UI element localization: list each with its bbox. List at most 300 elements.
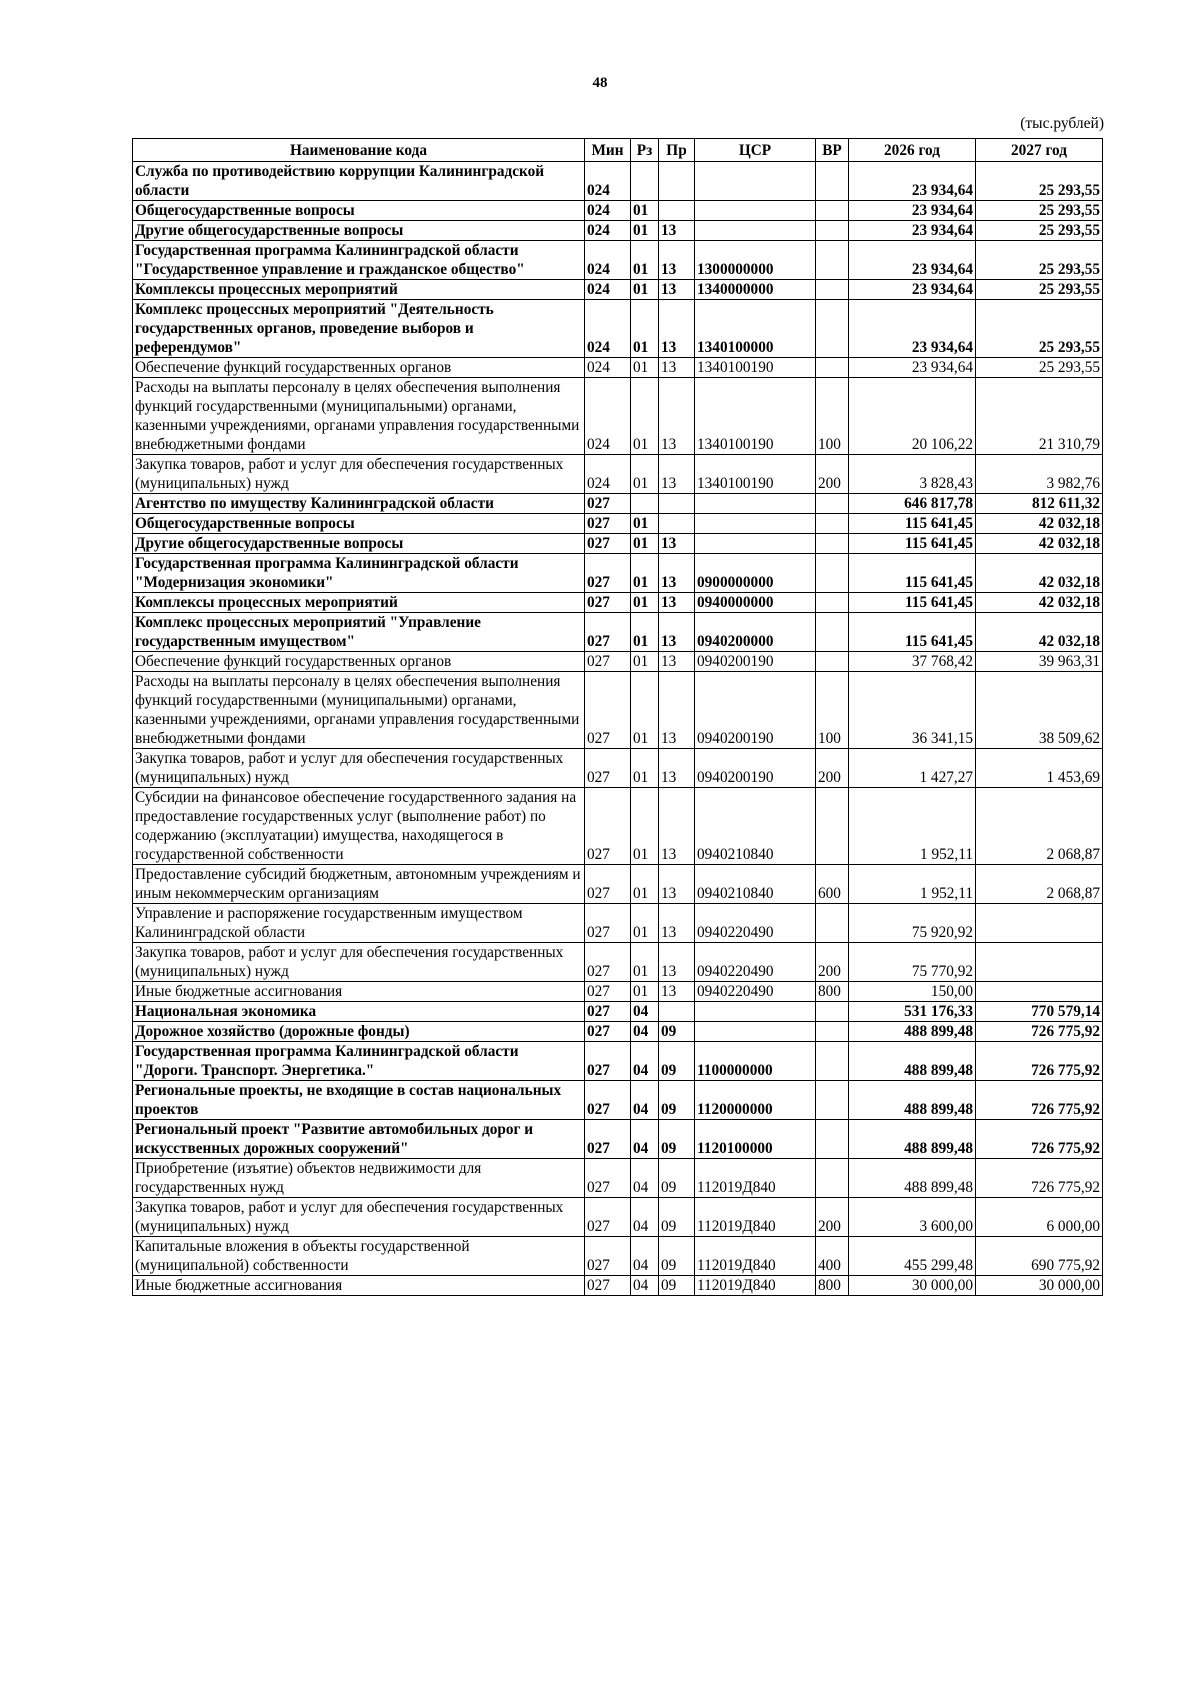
table-row [133, 162, 1103, 201]
cell-2026: 1 952,11 [849, 865, 976, 904]
cell-2026: 75 770,92 [849, 943, 976, 982]
cell-csr: 0940200190 [695, 749, 816, 788]
table-row [133, 788, 1103, 865]
cell-rz: 04 [631, 1081, 659, 1120]
cell-2027: 25 293,55 [976, 241, 1103, 280]
cell-rz: 01 [631, 943, 659, 982]
cell-name: Государственная программа Калининградской области "Дороги. Транспорт. Энергетика." [133, 1042, 585, 1081]
cell-vr: 400 [816, 1237, 849, 1276]
cell-name: Комплекс процессных мероприятий "Деятельность государственных органов, проведение выборов и референдумов" [133, 300, 585, 358]
table-row [133, 1120, 1103, 1159]
table-body [133, 162, 1103, 1296]
cell-rz: 01 [631, 652, 659, 672]
cell-2027: 25 293,55 [976, 300, 1103, 358]
table-row [133, 1081, 1103, 1120]
cell-min: 027 [585, 593, 631, 613]
cell-rz: 01 [631, 358, 659, 378]
table-row [133, 593, 1103, 613]
cell-vr [816, 1120, 849, 1159]
cell-rz: 01 [631, 788, 659, 865]
cell-min: 024 [585, 221, 631, 241]
table-row [133, 672, 1103, 749]
table-row [133, 455, 1103, 494]
cell-csr: 1120100000 [695, 1120, 816, 1159]
cell-csr: 0940200190 [695, 672, 816, 749]
cell-pr: 13 [659, 982, 695, 1002]
cell-vr [816, 514, 849, 534]
cell-min: 027 [585, 1159, 631, 1198]
cell-pr: 13 [659, 241, 695, 280]
cell-vr [816, 904, 849, 943]
cell-2027: 726 775,92 [976, 1042, 1103, 1081]
cell-rz: 01 [631, 514, 659, 534]
cell-vr [816, 358, 849, 378]
header-vr: ВР [816, 139, 849, 162]
cell-name: Комплексы процессных мероприятий [133, 280, 585, 300]
cell-pr: 13 [659, 749, 695, 788]
cell-vr [816, 1081, 849, 1120]
cell-vr: 200 [816, 943, 849, 982]
cell-pr [659, 494, 695, 514]
cell-2027: 25 293,55 [976, 221, 1103, 241]
cell-vr [816, 494, 849, 514]
header-csr: ЦСР [695, 139, 816, 162]
cell-2027: 726 775,92 [976, 1120, 1103, 1159]
cell-2026: 115 641,45 [849, 593, 976, 613]
cell-2026: 488 899,48 [849, 1120, 976, 1159]
cell-2026: 23 934,64 [849, 241, 976, 280]
cell-csr: 1340100190 [695, 358, 816, 378]
cell-rz: 01 [631, 221, 659, 241]
cell-name: Иные бюджетные ассигнования [133, 982, 585, 1002]
cell-vr [816, 162, 849, 201]
cell-name: Обеспечение функций государственных органов [133, 358, 585, 378]
cell-csr: 0940210840 [695, 788, 816, 865]
cell-rz [631, 494, 659, 514]
cell-name: Общегосударственные вопросы [133, 201, 585, 221]
cell-min: 027 [585, 788, 631, 865]
cell-vr: 800 [816, 1276, 849, 1296]
cell-2026: 23 934,64 [849, 162, 976, 201]
cell-rz: 04 [631, 1276, 659, 1296]
cell-2026: 3 828,43 [849, 455, 976, 494]
cell-pr: 13 [659, 455, 695, 494]
cell-name: Приобретение (изъятие) объектов недвижимости для государственных нужд [133, 1159, 585, 1198]
cell-pr: 13 [659, 613, 695, 652]
cell-2027 [976, 982, 1103, 1002]
cell-vr [816, 300, 849, 358]
cell-pr: 13 [659, 221, 695, 241]
cell-2026: 646 817,78 [849, 494, 976, 514]
cell-2026: 115 641,45 [849, 514, 976, 534]
table-header-row [133, 139, 1103, 162]
cell-2027: 770 579,14 [976, 1002, 1103, 1022]
cell-csr: 1120000000 [695, 1081, 816, 1120]
budget-table [132, 138, 1103, 1296]
cell-min: 027 [585, 943, 631, 982]
cell-min: 027 [585, 1237, 631, 1276]
cell-min: 024 [585, 162, 631, 201]
cell-2026: 488 899,48 [849, 1042, 976, 1081]
cell-csr [695, 221, 816, 241]
cell-name: Расходы на выплаты персоналу в целях обеспечения выполнения функций государственными (муниципальными) органами, казенными учреждениями, органами управления государственными внебюджетными фондами [133, 672, 585, 749]
cell-2027: 21 310,79 [976, 378, 1103, 455]
table-row [133, 652, 1103, 672]
cell-min: 024 [585, 201, 631, 221]
table-row [133, 514, 1103, 534]
table-row [133, 358, 1103, 378]
cell-2026: 488 899,48 [849, 1022, 976, 1042]
cell-2027: 39 963,31 [976, 652, 1103, 672]
cell-2026: 20 106,22 [849, 378, 976, 455]
cell-csr [695, 201, 816, 221]
cell-name: Государственная программа Калининградской области "Государственное управление и гражданское общество" [133, 241, 585, 280]
table-row [133, 280, 1103, 300]
cell-vr [816, 221, 849, 241]
cell-csr: 0940200190 [695, 652, 816, 672]
cell-vr [816, 652, 849, 672]
cell-csr: 1340000000 [695, 280, 816, 300]
cell-2027: 42 032,18 [976, 554, 1103, 593]
cell-rz: 04 [631, 1002, 659, 1022]
cell-name: Иные бюджетные ассигнования [133, 1276, 585, 1296]
cell-2027: 25 293,55 [976, 358, 1103, 378]
cell-csr: 1340100000 [695, 300, 816, 358]
cell-vr [816, 788, 849, 865]
cell-name: Региональный проект "Развитие автомобильных дорог и искусственных дорожных сооружений" [133, 1120, 585, 1159]
cell-2027: 726 775,92 [976, 1022, 1103, 1042]
cell-vr [816, 613, 849, 652]
cell-rz: 01 [631, 749, 659, 788]
cell-csr: 112019Д840 [695, 1198, 816, 1237]
cell-pr: 09 [659, 1042, 695, 1081]
cell-csr [695, 1002, 816, 1022]
cell-csr: 0940200000 [695, 613, 816, 652]
cell-rz: 01 [631, 201, 659, 221]
cell-min: 024 [585, 300, 631, 358]
header-pr: Пр [659, 139, 695, 162]
cell-min: 027 [585, 1276, 631, 1296]
table-row [133, 201, 1103, 221]
cell-2026: 75 920,92 [849, 904, 976, 943]
cell-2026: 115 641,45 [849, 554, 976, 593]
cell-min: 024 [585, 378, 631, 455]
table-row [133, 982, 1103, 1002]
cell-csr: 1340100190 [695, 455, 816, 494]
table-row [133, 241, 1103, 280]
cell-rz: 01 [631, 593, 659, 613]
cell-vr [816, 593, 849, 613]
cell-name: Другие общегосударственные вопросы [133, 221, 585, 241]
table-row [133, 494, 1103, 514]
cell-csr: 0940220490 [695, 904, 816, 943]
cell-2026: 115 641,45 [849, 613, 976, 652]
cell-csr [695, 494, 816, 514]
cell-vr [816, 1002, 849, 1022]
cell-2027: 812 611,32 [976, 494, 1103, 514]
cell-pr: 13 [659, 554, 695, 593]
table-row [133, 1042, 1103, 1081]
cell-min: 027 [585, 982, 631, 1002]
cell-pr: 09 [659, 1237, 695, 1276]
cell-2026: 36 341,15 [849, 672, 976, 749]
cell-pr: 09 [659, 1159, 695, 1198]
cell-name: Закупка товаров, работ и услуг для обеспечения государственных (муниципальных) нужд [133, 943, 585, 982]
cell-rz: 01 [631, 241, 659, 280]
cell-2027: 726 775,92 [976, 1081, 1103, 1120]
cell-pr [659, 1002, 695, 1022]
cell-2026: 455 299,48 [849, 1237, 976, 1276]
cell-rz: 01 [631, 455, 659, 494]
cell-csr: 0940210840 [695, 865, 816, 904]
table-row [133, 1198, 1103, 1237]
cell-name: Другие общегосударственные вопросы [133, 534, 585, 554]
cell-2026: 115 641,45 [849, 534, 976, 554]
table-row [133, 534, 1103, 554]
cell-csr [695, 1022, 816, 1042]
cell-min: 024 [585, 280, 631, 300]
cell-rz: 04 [631, 1042, 659, 1081]
cell-csr: 0940220490 [695, 982, 816, 1002]
header-2026: 2026 год [849, 139, 976, 162]
cell-min: 027 [585, 1022, 631, 1042]
cell-name: Субсидии на финансовое обеспечение государственного задания на предоставление государственных услуг (выполнение работ) по содержанию (эксплуатации) имущества, находящегося в государственной собственности [133, 788, 585, 865]
cell-2027: 25 293,55 [976, 201, 1103, 221]
cell-name: Предоставление субсидий бюджетным, автономным учреждениям и иным некоммерческим организациям [133, 865, 585, 904]
cell-pr: 13 [659, 904, 695, 943]
cell-rz: 01 [631, 865, 659, 904]
cell-pr: 09 [659, 1022, 695, 1042]
cell-csr: 0900000000 [695, 554, 816, 593]
cell-pr: 13 [659, 358, 695, 378]
cell-csr: 1340100190 [695, 378, 816, 455]
cell-2026: 23 934,64 [849, 201, 976, 221]
cell-name: Закупка товаров, работ и услуг для обеспечения государственных (муниципальных) нужд [133, 749, 585, 788]
cell-2027: 42 032,18 [976, 593, 1103, 613]
cell-vr [816, 280, 849, 300]
cell-2026: 3 600,00 [849, 1198, 976, 1237]
cell-name: Региональные проекты, не входящие в состав национальных проектов [133, 1081, 585, 1120]
cell-vr: 200 [816, 1198, 849, 1237]
cell-rz: 01 [631, 534, 659, 554]
cell-vr [816, 1042, 849, 1081]
cell-csr [695, 534, 816, 554]
cell-pr: 13 [659, 788, 695, 865]
cell-pr: 13 [659, 534, 695, 554]
cell-pr: 13 [659, 943, 695, 982]
cell-rz: 01 [631, 672, 659, 749]
cell-csr: 0940000000 [695, 593, 816, 613]
cell-name: Расходы на выплаты персоналу в целях обеспечения выполнения функций государственными (муниципальными) органами, казенными учреждениями, органами управления государственными внебюджетными фондами [133, 378, 585, 455]
cell-2026: 37 768,42 [849, 652, 976, 672]
cell-pr: 13 [659, 672, 695, 749]
cell-2026: 23 934,64 [849, 358, 976, 378]
cell-2027 [976, 943, 1103, 982]
cell-min: 024 [585, 455, 631, 494]
cell-vr: 200 [816, 455, 849, 494]
cell-rz: 04 [631, 1022, 659, 1042]
cell-name: Государственная программа Калининградской области "Модернизация экономики" [133, 554, 585, 593]
cell-csr [695, 162, 816, 201]
table-row [133, 904, 1103, 943]
table-row [133, 1237, 1103, 1276]
cell-name: Управление и распоряжение государственным имуществом Калининградской области [133, 904, 585, 943]
cell-pr [659, 514, 695, 534]
cell-rz: 01 [631, 904, 659, 943]
cell-vr: 100 [816, 672, 849, 749]
cell-csr: 112019Д840 [695, 1237, 816, 1276]
cell-min: 027 [585, 865, 631, 904]
cell-2026: 531 176,33 [849, 1002, 976, 1022]
cell-2027: 1 453,69 [976, 749, 1103, 788]
cell-name: Закупка товаров, работ и услуг для обеспечения государственных (муниципальных) нужд [133, 455, 585, 494]
cell-rz: 04 [631, 1237, 659, 1276]
table-row [133, 1022, 1103, 1042]
cell-min: 027 [585, 904, 631, 943]
cell-vr: 600 [816, 865, 849, 904]
cell-min: 024 [585, 241, 631, 280]
table-row [133, 300, 1103, 358]
cell-rz: 04 [631, 1159, 659, 1198]
cell-min: 027 [585, 554, 631, 593]
cell-pr [659, 162, 695, 201]
cell-vr [816, 241, 849, 280]
cell-min: 027 [585, 1120, 631, 1159]
cell-2026: 1 427,27 [849, 749, 976, 788]
table-row [133, 554, 1103, 593]
cell-name: Агентство по имуществу Калининградской области [133, 494, 585, 514]
cell-2026: 488 899,48 [849, 1159, 976, 1198]
cell-2026: 23 934,64 [849, 280, 976, 300]
cell-pr: 09 [659, 1198, 695, 1237]
cell-vr: 800 [816, 982, 849, 1002]
cell-2026: 488 899,48 [849, 1081, 976, 1120]
table-row [133, 943, 1103, 982]
cell-2026: 30 000,00 [849, 1276, 976, 1296]
cell-min: 027 [585, 1042, 631, 1081]
cell-name: Национальная экономика [133, 1002, 585, 1022]
cell-2026: 1 952,11 [849, 788, 976, 865]
cell-rz: 04 [631, 1198, 659, 1237]
cell-pr: 13 [659, 865, 695, 904]
cell-name: Дорожное хозяйство (дорожные фонды) [133, 1022, 585, 1042]
header-rz: Рз [631, 139, 659, 162]
cell-name: Комплекс процессных мероприятий "Управление государственным имуществом" [133, 613, 585, 652]
cell-csr [695, 514, 816, 534]
header-2027: 2027 год [976, 139, 1103, 162]
cell-2027: 42 032,18 [976, 613, 1103, 652]
page-number: 48 [592, 75, 608, 91]
table-row [133, 749, 1103, 788]
header-min: Мин [585, 139, 631, 162]
cell-vr [816, 201, 849, 221]
cell-name: Капитальные вложения в объекты государственной (муниципальной) собственности [133, 1237, 585, 1276]
cell-2027: 30 000,00 [976, 1276, 1103, 1296]
cell-rz: 01 [631, 982, 659, 1002]
cell-pr: 09 [659, 1120, 695, 1159]
cell-min: 027 [585, 1198, 631, 1237]
cell-2027: 38 509,62 [976, 672, 1103, 749]
cell-min: 027 [585, 494, 631, 514]
cell-min: 027 [585, 652, 631, 672]
cell-rz: 01 [631, 613, 659, 652]
cell-2027: 25 293,55 [976, 280, 1103, 300]
cell-2026: 23 934,64 [849, 300, 976, 358]
cell-vr [816, 1022, 849, 1042]
table-row [133, 613, 1103, 652]
units-label: (тыс.рублей) [1020, 115, 1104, 132]
cell-2027: 690 775,92 [976, 1237, 1103, 1276]
cell-vr: 100 [816, 378, 849, 455]
cell-pr: 13 [659, 280, 695, 300]
cell-2027: 726 775,92 [976, 1159, 1103, 1198]
cell-min: 024 [585, 358, 631, 378]
cell-vr [816, 534, 849, 554]
cell-pr [659, 201, 695, 221]
cell-2027: 2 068,87 [976, 788, 1103, 865]
cell-min: 027 [585, 613, 631, 652]
cell-pr: 13 [659, 378, 695, 455]
cell-rz [631, 162, 659, 201]
table-row [133, 1276, 1103, 1296]
cell-rz: 01 [631, 554, 659, 593]
table-row [133, 865, 1103, 904]
cell-min: 027 [585, 749, 631, 788]
cell-min: 027 [585, 534, 631, 554]
cell-2027: 6 000,00 [976, 1198, 1103, 1237]
cell-vr: 200 [816, 749, 849, 788]
cell-pr: 13 [659, 593, 695, 613]
cell-min: 027 [585, 672, 631, 749]
cell-2027: 2 068,87 [976, 865, 1103, 904]
cell-2026: 150,00 [849, 982, 976, 1002]
cell-pr: 09 [659, 1081, 695, 1120]
cell-min: 027 [585, 514, 631, 534]
table-row [133, 1002, 1103, 1022]
cell-name: Обеспечение функций государственных органов [133, 652, 585, 672]
cell-rz: 01 [631, 378, 659, 455]
cell-rz: 04 [631, 1120, 659, 1159]
cell-pr: 09 [659, 1276, 695, 1296]
cell-name: Комплексы процессных мероприятий [133, 593, 585, 613]
cell-csr: 112019Д840 [695, 1276, 816, 1296]
cell-name: Общегосударственные вопросы [133, 514, 585, 534]
cell-pr: 13 [659, 300, 695, 358]
cell-name: Служба по противодействию коррупции Калининградской области [133, 162, 585, 201]
cell-vr [816, 554, 849, 593]
cell-2027: 25 293,55 [976, 162, 1103, 201]
cell-2027: 42 032,18 [976, 534, 1103, 554]
cell-name: Закупка товаров, работ и услуг для обеспечения государственных (муниципальных) нужд [133, 1198, 585, 1237]
cell-csr: 1100000000 [695, 1042, 816, 1081]
cell-min: 027 [585, 1002, 631, 1022]
cell-min: 027 [585, 1081, 631, 1120]
cell-pr: 13 [659, 652, 695, 672]
table-row [133, 1159, 1103, 1198]
cell-rz: 01 [631, 300, 659, 358]
cell-2026: 23 934,64 [849, 221, 976, 241]
cell-rz: 01 [631, 280, 659, 300]
header-name: Наименование кода [133, 139, 585, 162]
cell-csr: 112019Д840 [695, 1159, 816, 1198]
cell-csr: 0940220490 [695, 943, 816, 982]
cell-2027: 42 032,18 [976, 514, 1103, 534]
table-row [133, 221, 1103, 241]
cell-2027 [976, 904, 1103, 943]
cell-2027: 3 982,76 [976, 455, 1103, 494]
cell-csr: 1300000000 [695, 241, 816, 280]
table-row [133, 378, 1103, 455]
